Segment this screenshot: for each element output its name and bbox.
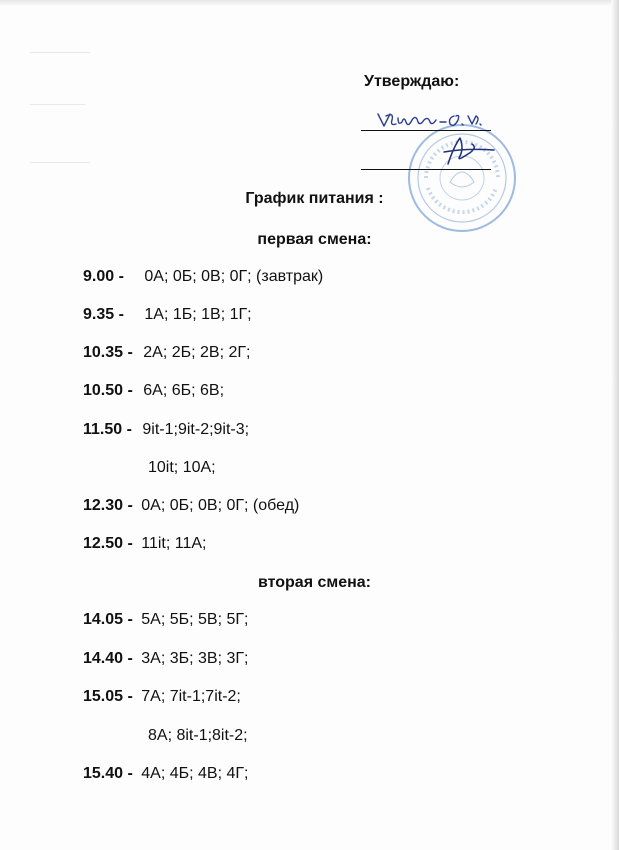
schedule-row	[83, 533, 207, 555]
approval-label: Утверждаю:	[364, 73, 460, 90]
class-list: 0А; 0Б; 0В; 0Г; (завтрак)	[144, 268, 324, 285]
meal-time: 11.50 -	[83, 421, 132, 438]
schedule-row	[83, 342, 250, 364]
class-list: 6А; 6Б; 6В;	[143, 382, 225, 399]
scan-mark	[30, 52, 90, 53]
handwritten-signature-name	[376, 108, 486, 132]
meal-time: 12.50 -	[83, 535, 133, 552]
schedule-row	[83, 266, 323, 288]
class-list: 1А; 1Б; 1В; 1Г;	[144, 306, 252, 323]
scan-mark	[30, 104, 85, 105]
meal-time: 9.00 -	[83, 268, 124, 285]
meal-time: 15.40 -	[83, 765, 133, 782]
schedule-row	[83, 380, 224, 402]
handwritten-signature-mark	[438, 134, 498, 170]
meal-time: 10.35 -	[83, 344, 133, 361]
class-list: 11it; 11А;	[141, 535, 207, 552]
meal-time: 14.40 -	[83, 650, 133, 667]
schedule-row	[83, 609, 248, 631]
schedule-row	[83, 419, 249, 441]
schedule-row	[83, 686, 241, 708]
scan-edge-right	[611, 0, 619, 850]
meal-time: 10.50 -	[83, 382, 133, 399]
class-list: 4А; 4Б; 4В; 4Г;	[141, 765, 249, 782]
signature-line	[361, 130, 491, 131]
document-title	[0, 190, 619, 208]
class-list: 7А; 7it-1;7it-2;	[141, 688, 241, 705]
meal-time: 9.35 -	[83, 306, 124, 323]
shift-heading: первая смена:	[257, 231, 372, 248]
class-list: 3А; 3Б; 3В; 3Г;	[141, 650, 249, 667]
meal-time: 14.05 -	[83, 611, 133, 628]
schedule-row	[83, 495, 299, 517]
schedule-row	[83, 304, 252, 326]
scan-mark	[30, 162, 90, 163]
schedule-row	[83, 763, 248, 785]
class-list: 0А; 0Б; 0В; 0Г; (обед)	[141, 497, 300, 514]
class-list-continuation: 10it; 10А;	[148, 459, 216, 476]
document-title-text: График питания :	[245, 190, 384, 207]
shift-heading: вторая смена:	[258, 574, 371, 591]
meal-time: 12.30 -	[83, 497, 133, 514]
scan-edge-top	[0, 0, 619, 6]
class-list: 5А; 5Б; 5В; 5Г;	[141, 611, 249, 628]
schedule-row	[83, 648, 248, 670]
class-list: 2А; 2Б; 2В; 2Г;	[143, 344, 251, 361]
class-list: 9it-1;9it-2;9it-3;	[142, 421, 250, 438]
class-list-continuation: 8А; 8it-1;8it-2;	[148, 727, 248, 744]
signature-line	[361, 169, 491, 170]
meal-time: 15.05 -	[83, 688, 133, 705]
